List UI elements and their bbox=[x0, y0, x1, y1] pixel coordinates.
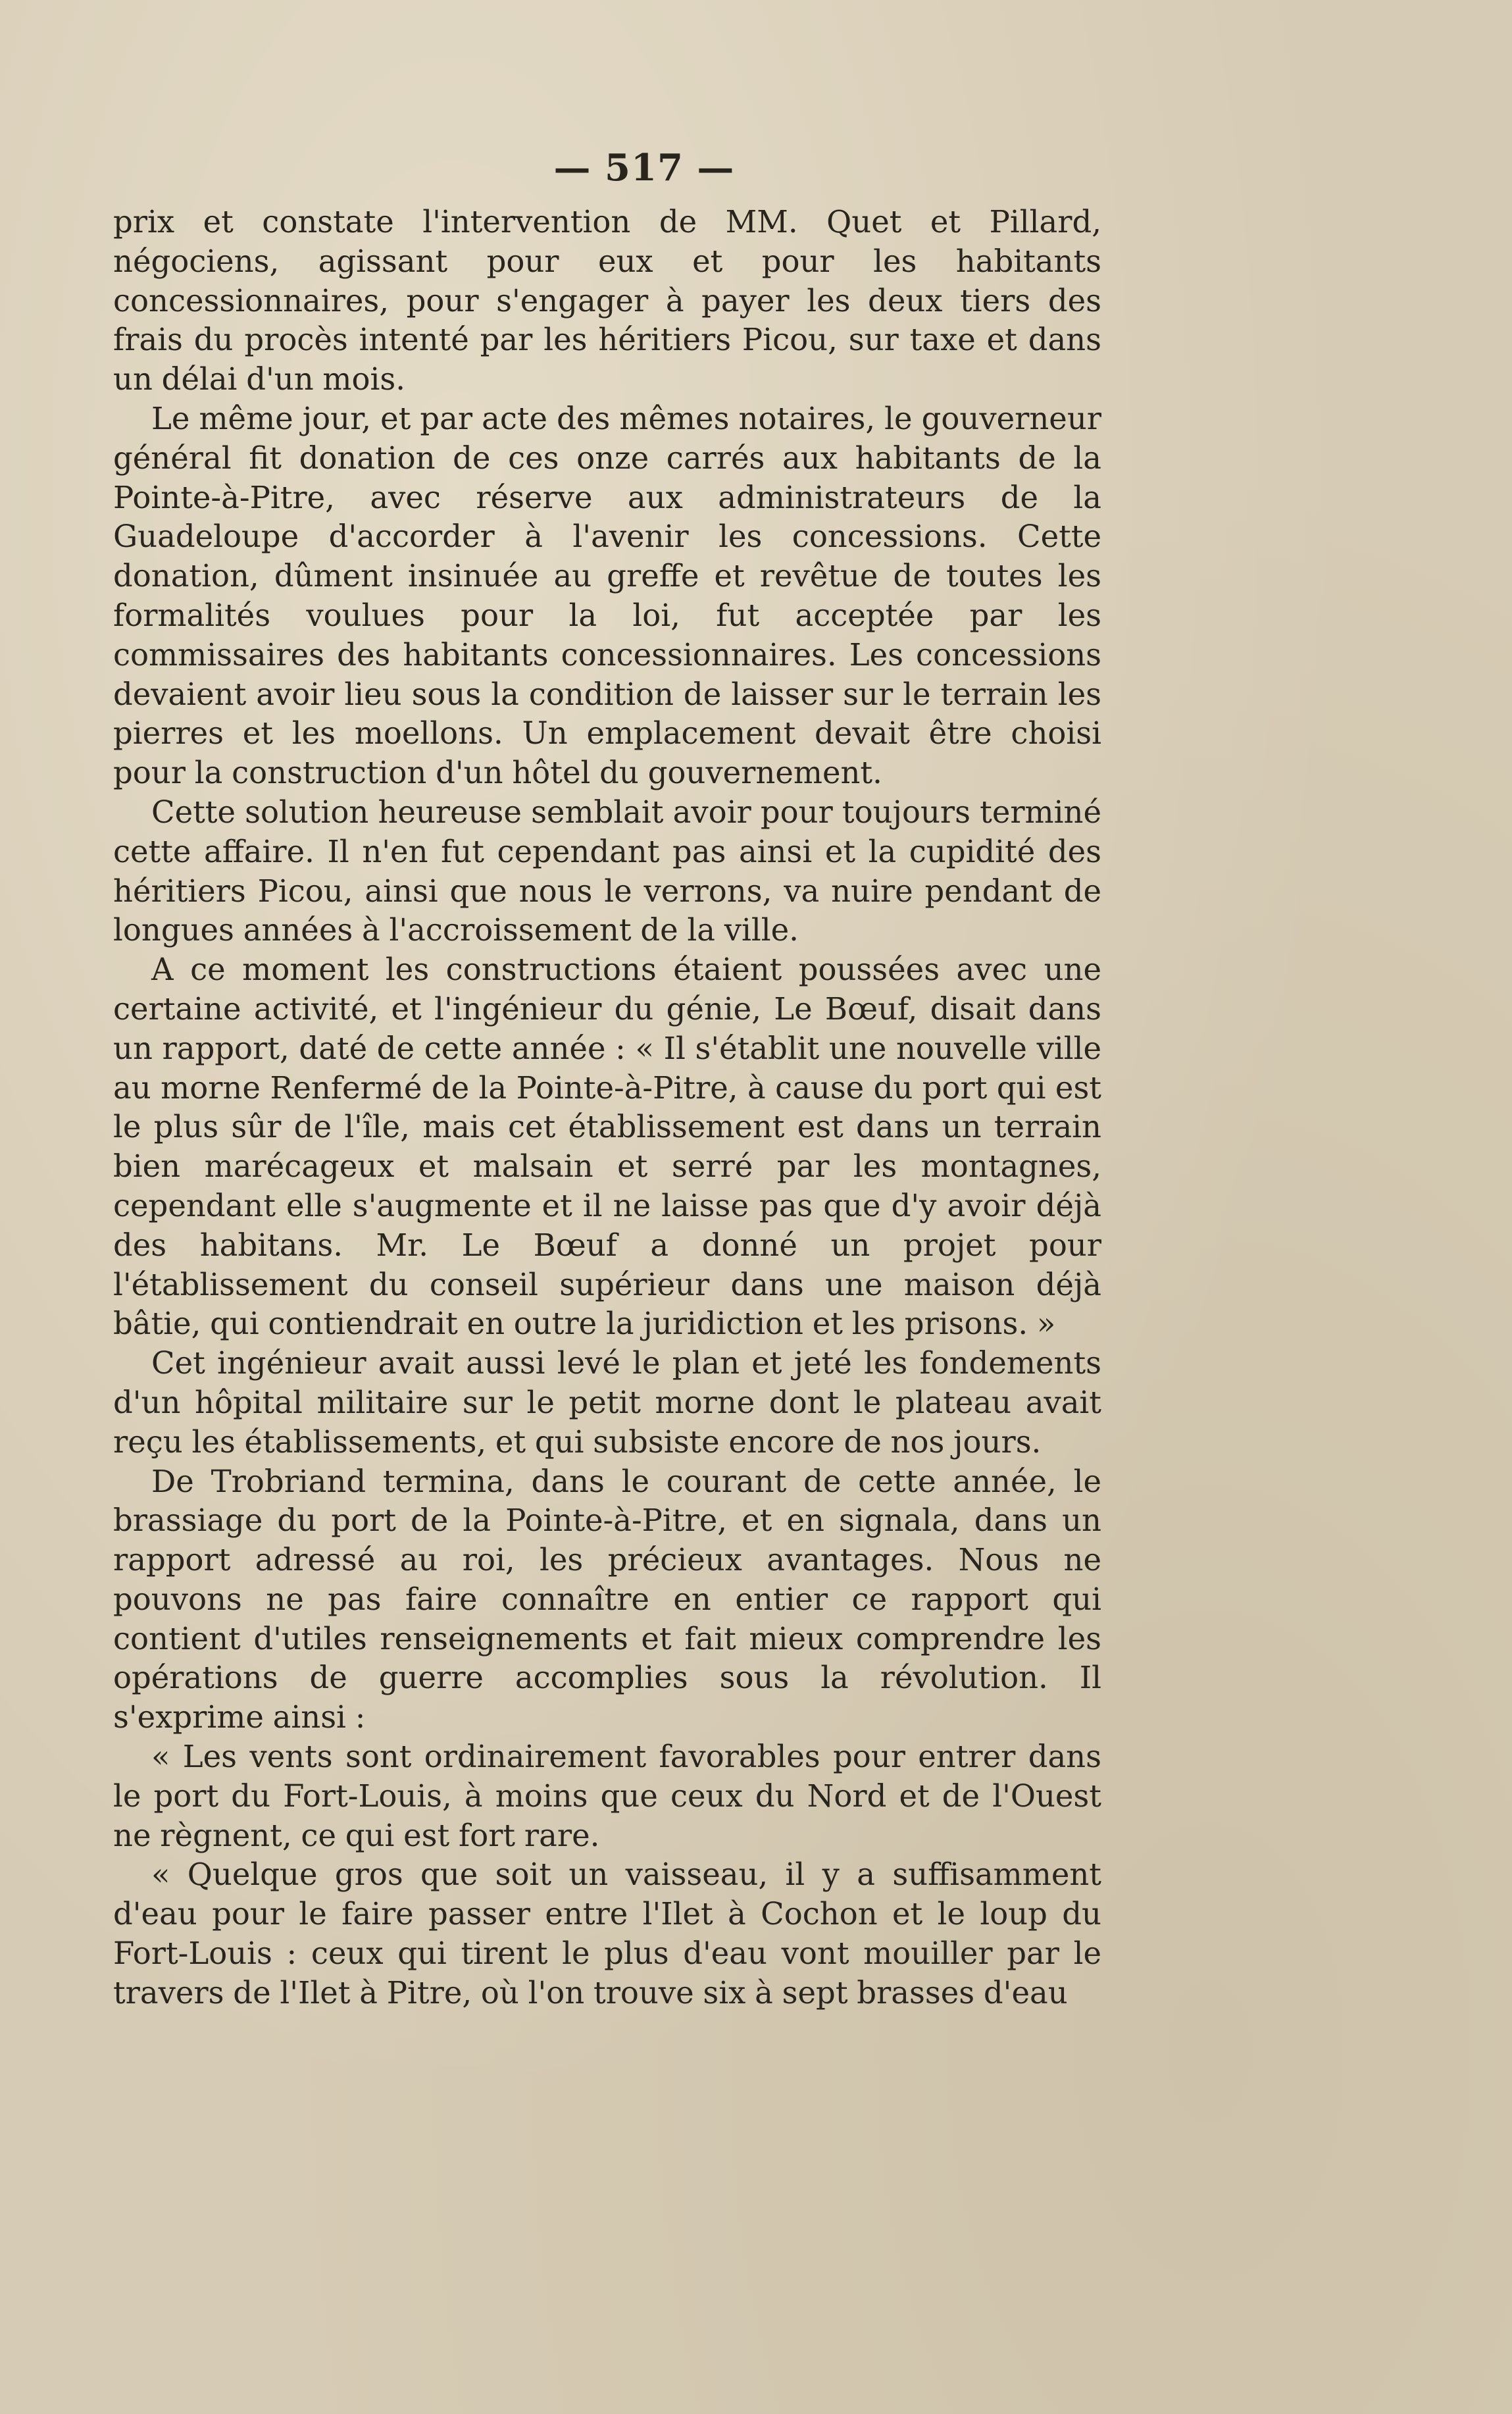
body-text bbox=[113, 203, 1101, 2013]
paragraph-8: « Quelque gros que soit un vaisseau, il y a suffisamment d'eau pour le faire passer entre l'Ilet à Cochon et le loup du Fort-Louis : ceux qui tirent le plus d'eau vont mouiller par le travers de l'Ilet à Pitre, où l'on trouve six à sept brasses d'eau bbox=[113, 1857, 1101, 2011]
paragraph-4: A ce moment les constructions étaient poussées avec une certaine activité, et l'ingénieur du génie, Le Bœuf, disait dans un rapport, daté de cette année : « Il s'établit une nouvelle ville au morne Renfermé de la Pointe-à-Pitre, à cause du port qui est le plus sûr de l'île, mais cet établissement est dans un terrain bien marécageux et malsain et serré par les montagnes, cependant elle s'augmente et il ne laisse pas que d'y avoir déjà des habitans. Mr. Le Bœuf a donné un projet pour l'établissement du conseil supérieur dans une maison déjà bâtie, qui contiendrait en outre la juridiction et les prisons. » bbox=[113, 952, 1101, 1342]
paragraph-5: Cet ingénieur avait aussi levé le plan et jeté les fondements d'un hôpital militaire sur le petit morne dont le plateau avait reçu les établissements, et qui subsiste encore de nos jours. bbox=[113, 1345, 1101, 1460]
paragraph-6: De Trobriand termina, dans le courant de cette année, le brassiage du port de la Pointe-à-Pitre, et en signala, dans un rapport adressé au roi, les précieux avantages. Nous ne pouvons ne pas faire connaître en entier ce rapport qui contient d'utiles renseignements et fait mieux comprendre les opérations de guerre accomplies sous la révolution. Il s'exprime ainsi : bbox=[113, 1463, 1101, 1735]
paragraph-3: Cette solution heureuse semblait avoir pour toujours terminé cette affaire. Il n'en fut cependant pas ainsi et la cupidité des héritiers Picou, ainsi que nous le verrons, va nuire pendant de longues années à l'accroissement de la ville. bbox=[113, 794, 1101, 948]
paragraph-1: prix et constate l'intervention de MM. Quet et Pillard, négociens, agissant pour eux et pour les habitants concessionnaires, pour s'engager à payer les deux tiers des frais du procès intenté par les héritiers Picou, sur taxe et dans un délai d'un mois. bbox=[113, 204, 1101, 398]
paragraph-2: Le même jour, et par acte des mêmes notaires, le gouverneur général fit donation de ces onze carrés aux habitants de la Pointe-à-Pitre, avec réserve aux administrateurs de la Guadeloupe d'accorder à l'avenir les concessions. Cette donation, dûment insinuée au greffe et revêtue de toutes les formalités voulues pour la loi, fut acceptée par les commissaires des habitants concessionnaires. Les concessions devaient avoir lieu sous la condition de laisser sur le terrain les pierres et les moellons. Un emplacement devait être choisi pour la construction d'un hôtel du gouvernement. bbox=[113, 400, 1101, 791]
paragraph-7: « Les vents sont ordinairement favorables pour entrer dans le port du Fort-Louis, à moins que ceux du Nord et de l'Ouest ne règnent, ce qui est fort rare. bbox=[113, 1739, 1101, 1853]
page-number: — 517 — bbox=[553, 146, 735, 190]
